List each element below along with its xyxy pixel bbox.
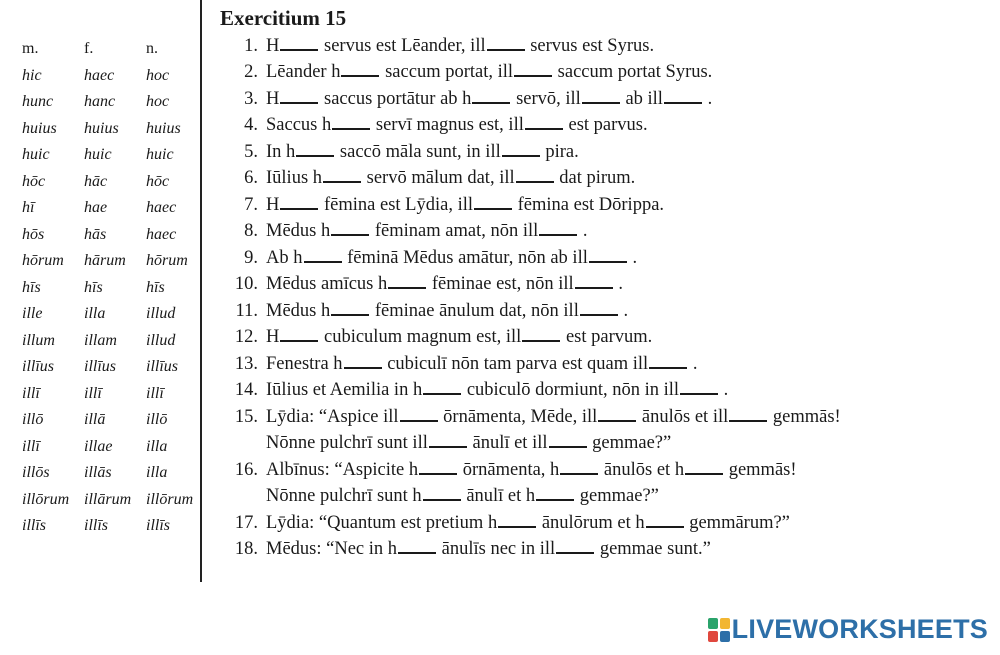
declension-cell: illā — [84, 411, 106, 429]
answer-blank[interactable] — [304, 261, 342, 263]
exercise-number: 1. — [244, 35, 258, 56]
exercise-text — [266, 115, 648, 136]
declension-cell: illum — [22, 331, 55, 349]
answer-blank[interactable] — [323, 181, 361, 183]
exercise-text-segment: ōrnāmenta, Mēde, ill — [438, 406, 598, 427]
answer-blank[interactable] — [516, 181, 554, 183]
exercise-text-segment: Iūlius h — [266, 168, 323, 189]
exercise-line — [220, 404, 990, 431]
exercise-text-segment: fēminam amat, nōn ill — [370, 221, 539, 242]
declension-cell: illī — [22, 384, 40, 402]
exercise-line — [220, 537, 990, 564]
exercise-text-segment: ōrnāmenta, h — [458, 459, 560, 480]
declension-row — [22, 407, 200, 434]
exercise-line — [220, 431, 990, 458]
exercise-text — [266, 142, 579, 163]
declension-cell: illa — [146, 437, 168, 455]
exercise-text-segment: gemmae?” — [587, 433, 672, 454]
exercise-text-segment: saccus portātur ab h — [319, 88, 472, 109]
exercise-line — [220, 33, 990, 60]
answer-blank[interactable] — [419, 473, 457, 475]
exercise-text-segment: Saccus h — [266, 115, 332, 136]
declension-header — [22, 36, 200, 63]
answer-blank[interactable] — [429, 446, 467, 448]
exercise-line — [220, 113, 990, 140]
declension-cell: illīus — [84, 358, 117, 376]
declension-cell: illae — [84, 437, 113, 455]
answer-blank[interactable] — [556, 552, 594, 554]
exercise-text-segment: H — [266, 35, 280, 56]
declension-table — [22, 36, 200, 540]
exercise-number: 5. — [244, 141, 258, 162]
declension-cell: illārum — [84, 490, 132, 508]
exercise-line — [220, 166, 990, 193]
declension-cell: hāc — [84, 172, 108, 190]
exercise-text — [266, 460, 797, 481]
exercise-text-segment: Lȳdia: “Quantum est pretium h — [266, 512, 498, 533]
answer-blank[interactable] — [388, 287, 426, 289]
declension-cell: illīs — [22, 517, 47, 535]
declension-cell: hōrum — [146, 252, 188, 270]
answer-blank[interactable] — [582, 102, 620, 104]
exercise-text-segment: ānulōrum et h — [537, 512, 645, 533]
declension-row — [22, 460, 200, 487]
logo-mark-square — [720, 618, 730, 629]
exercise-number: 2. — [244, 62, 258, 83]
exercise-text — [266, 486, 659, 507]
exercise-text-segment: cubiculum magnum est, ill — [319, 327, 522, 348]
declension-cell: ille — [22, 305, 43, 323]
declension-cell: illās — [84, 464, 112, 482]
exercise-text-segment: Mēdus h — [266, 300, 331, 321]
exercise-line — [220, 139, 990, 166]
answer-blank[interactable] — [549, 446, 587, 448]
exercise-text-segment: servus est Lēander, ill — [319, 35, 486, 56]
exercise-text — [266, 433, 671, 454]
answer-blank[interactable] — [560, 473, 598, 475]
declension-cell: huius — [146, 119, 181, 137]
declension-row — [22, 328, 200, 355]
declension-cell: huic — [22, 146, 50, 164]
declension-cell: illō — [146, 411, 168, 429]
exercise-text-segment: Mēdus amīcus h — [266, 274, 388, 295]
exercise-line — [220, 219, 990, 246]
answer-blank[interactable] — [398, 552, 436, 554]
exercise-number: 11. — [235, 300, 258, 321]
declension-cell: illō — [22, 411, 44, 429]
declension-row — [22, 487, 200, 514]
exercise-text — [266, 36, 654, 57]
exercise-text-segment: Nōnne pulchrī sunt h — [266, 486, 422, 507]
exercise-line — [220, 510, 990, 537]
exercise-text-segment: saccum portat Syrus. — [553, 62, 713, 83]
exercise-text-segment: Mēdus: “Nec in h — [266, 539, 398, 560]
declension-cell: illa — [84, 305, 106, 323]
answer-blank[interactable] — [502, 155, 540, 157]
declension-cell: huius — [84, 119, 119, 137]
declension-cell: hae — [84, 199, 108, 217]
declension-cell: haec — [84, 66, 115, 84]
exercise-text-segment: H — [266, 327, 280, 348]
declension-cell: haec — [146, 225, 177, 243]
declension-cell: hoc — [146, 66, 170, 84]
declension-row — [22, 301, 200, 328]
declension-row — [22, 195, 200, 222]
answer-blank[interactable] — [522, 340, 560, 342]
exercise-text-segment: . — [702, 88, 713, 109]
logo-mark-square — [708, 618, 718, 629]
exercise-text-segment: . — [618, 300, 629, 321]
logo-mark-square — [708, 631, 718, 642]
exercise-text-segment: . — [688, 353, 698, 374]
exercise-text-segment: . — [613, 274, 623, 295]
declension-cell: haec — [146, 199, 177, 217]
exercise-text-segment: . — [719, 380, 729, 401]
exercise-text-segment: ānulōs et h — [599, 459, 685, 480]
exercise-list — [220, 33, 990, 563]
exercise-line — [220, 192, 990, 219]
declension-cell: hīs — [84, 278, 103, 296]
declension-row — [22, 275, 200, 302]
exercise-text-segment: Nōnne pulchrī sunt ill — [266, 433, 428, 454]
exercise-number: 16. — [234, 459, 258, 480]
answer-blank[interactable] — [525, 128, 563, 130]
liveworksheets-logo — [708, 614, 988, 645]
exercise-line — [220, 60, 990, 87]
exercise-text-segment: fēmina est Dōrippa. — [513, 194, 665, 215]
header-neuter: n. — [146, 40, 158, 58]
declension-cell: illīus — [146, 358, 179, 376]
declension-cell: hanc — [84, 93, 116, 111]
exercise-number: 13. — [234, 353, 258, 374]
answer-blank[interactable] — [331, 234, 369, 236]
declension-cell: illīs — [84, 517, 109, 535]
exercise-title: Exercitium 15 — [220, 6, 347, 30]
declension-cell: illī — [22, 437, 40, 455]
answer-blank[interactable] — [646, 526, 684, 528]
answer-blank[interactable] — [649, 367, 687, 369]
answer-blank[interactable] — [423, 499, 461, 501]
answer-blank[interactable] — [680, 393, 718, 395]
declension-cell: hīs — [22, 278, 41, 296]
column-divider — [200, 0, 202, 582]
answer-blank[interactable] — [514, 75, 552, 77]
exercise-text-segment: gemmās! — [768, 406, 841, 427]
answer-blank[interactable] — [685, 473, 723, 475]
exercise-text-segment: servī magnus est, ill — [371, 115, 524, 136]
exercise-text-segment: Lȳdia: “Aspice ill — [266, 406, 399, 427]
exercise-text-segment: fēminae ānulum dat, nōn ill — [370, 300, 579, 321]
exercise-text-segment: pira. — [540, 141, 579, 162]
exercise-text-segment: ānulīs nec in ill — [437, 539, 556, 560]
exercise-text-segment: servō mālum dat, ill — [362, 168, 515, 189]
exercise-text-segment: Lēander h — [266, 62, 341, 83]
logo-mark-icon — [708, 618, 730, 642]
answer-blank[interactable] — [474, 208, 512, 210]
declension-cell: hoc — [146, 93, 170, 111]
exercise-text-segment: gemmārum?” — [684, 512, 790, 533]
declension-cell: huius — [22, 119, 57, 137]
answer-blank[interactable] — [498, 526, 536, 528]
answer-blank[interactable] — [332, 128, 370, 130]
declension-row — [22, 169, 200, 196]
exercise-number: 14. — [234, 380, 258, 401]
exercise-text — [266, 513, 790, 534]
exercise-line — [220, 245, 990, 272]
declension-row — [22, 434, 200, 461]
exercise-number: 4. — [244, 115, 258, 136]
declension-row — [22, 381, 200, 408]
exercise-number: 3. — [244, 88, 258, 109]
exercise-text-segment: dat pirum. — [554, 168, 636, 189]
exercise-text-segment: fēminā Mēdus amātur, nōn ab ill — [342, 247, 588, 268]
exercise-text — [266, 195, 664, 216]
declension-cell: illī — [146, 384, 164, 402]
exercise-text — [266, 89, 712, 110]
declension-row — [22, 89, 200, 116]
exercise-number: 10. — [234, 274, 258, 295]
exercise-text-segment: est parvum. — [561, 327, 653, 348]
exercise-text-segment: ab ill — [620, 88, 663, 109]
exercise-line — [220, 457, 990, 484]
answer-blank[interactable] — [664, 102, 702, 104]
exercise-text-segment: . — [578, 221, 588, 242]
exercise-number: 9. — [244, 247, 258, 268]
answer-blank[interactable] — [589, 261, 627, 263]
exercise-text-segment: cubiculō dormiunt, nōn in ill — [462, 380, 680, 401]
declension-cell: hunc — [22, 93, 54, 111]
declension-cell: illōs — [22, 464, 50, 482]
exercise-number: 15. — [234, 406, 258, 427]
exercise-text — [266, 354, 697, 375]
declension-cell: hārum — [84, 252, 126, 270]
exercise-text-segment: Ab h — [266, 247, 303, 268]
declension-row — [22, 354, 200, 381]
declension-row — [22, 248, 200, 275]
exercise-text — [266, 274, 623, 295]
exercise-text-segment: Fenestra h — [266, 353, 343, 374]
exercise-text-segment: ānulōs et ill — [637, 406, 729, 427]
exercise-text — [266, 221, 588, 242]
answer-blank[interactable] — [539, 234, 577, 236]
exercise-number: 12. — [234, 327, 258, 348]
answer-blank[interactable] — [487, 49, 525, 51]
exercise-line — [220, 378, 990, 405]
exercise-text — [266, 539, 711, 560]
exercise-text — [266, 248, 637, 269]
declension-cell: hōc — [22, 172, 46, 190]
exercise-text-segment: gemmās! — [724, 459, 797, 480]
header-masculine: m. — [22, 40, 39, 58]
answer-blank[interactable] — [580, 314, 618, 316]
exercise-text — [266, 380, 728, 401]
answer-blank[interactable] — [400, 420, 438, 422]
exercise-text-segment: ānulī et h — [461, 486, 536, 507]
declension-cell: hās — [84, 225, 107, 243]
declension-cell: huic — [146, 146, 174, 164]
exercise-text-segment: est parvus. — [563, 115, 648, 136]
exercise-text — [266, 327, 652, 348]
answer-blank[interactable] — [331, 314, 369, 316]
answer-blank[interactable] — [729, 420, 767, 422]
declension-row — [22, 116, 200, 143]
exercise-number: 18. — [234, 539, 258, 560]
declension-cell: hōc — [146, 172, 170, 190]
exercise-text — [266, 62, 712, 83]
exercise-text-segment: fēmina est Lȳdia, ill — [319, 194, 473, 215]
declension-row — [22, 142, 200, 169]
exercise-line — [220, 484, 990, 511]
answer-blank[interactable] — [575, 287, 613, 289]
exercise-text-segment: saccō māla sunt, in ill — [335, 141, 501, 162]
declension-cell: illa — [146, 464, 168, 482]
declension-cell: huic — [84, 146, 112, 164]
declension-cell: illam — [84, 331, 117, 349]
declension-cell: hic — [22, 66, 42, 84]
declension-cell: hīs — [146, 278, 165, 296]
answer-blank[interactable] — [280, 49, 318, 51]
declension-cell: illīus — [22, 358, 55, 376]
declension-cell: illud — [146, 331, 176, 349]
exercise-line — [220, 325, 990, 352]
logo-mark-square — [720, 631, 730, 642]
answer-blank[interactable] — [296, 155, 334, 157]
exercise-text-segment: gemmae sunt.” — [595, 539, 711, 560]
exercise-text-segment: . — [627, 247, 638, 268]
exercise-text-segment: H — [266, 194, 280, 215]
exercise-text-segment: Iūlius et Aemilia in h — [266, 380, 423, 401]
exercise-line — [220, 86, 990, 113]
exercise-text-segment: servō, ill — [511, 88, 581, 109]
exercise-text-segment: cubiculī nōn tam parva est quam ill — [382, 353, 649, 374]
answer-blank[interactable] — [423, 393, 461, 395]
header-feminine: f. — [84, 40, 94, 58]
declension-cell: illīs — [146, 517, 171, 535]
answer-blank[interactable] — [344, 367, 382, 369]
exercise-text-segment: ānulī et ill — [467, 433, 548, 454]
answer-blank[interactable] — [280, 102, 318, 104]
exercise-text — [266, 407, 841, 428]
exercise-text — [266, 301, 628, 322]
logo-text: LIVEWORKSHEETS — [731, 614, 988, 644]
exercise-line — [220, 272, 990, 299]
exercise-text-segment: fēminae est, nōn ill — [427, 274, 574, 295]
declension-row — [22, 513, 200, 540]
exercise-number: 7. — [244, 194, 258, 215]
declension-cell: illī — [84, 384, 102, 402]
exercise-text — [266, 168, 635, 189]
exercise-line — [220, 351, 990, 378]
exercise-text-segment: gemmae?” — [575, 486, 659, 507]
declension-cell: hōrum — [22, 252, 64, 270]
answer-blank[interactable] — [598, 420, 636, 422]
exercise-text-segment: servus est Syrus. — [525, 35, 655, 56]
answer-blank[interactable] — [536, 499, 574, 501]
declension-cell: hī — [22, 199, 35, 217]
declension-cell: illōrum — [22, 490, 70, 508]
answer-blank[interactable] — [472, 102, 510, 104]
declension-cell: hōs — [22, 225, 45, 243]
declension-cell: illud — [146, 305, 176, 323]
exercise-line — [220, 298, 990, 325]
exercise-text-segment: saccum portat, ill — [380, 62, 514, 83]
exercise-number: 8. — [244, 221, 258, 242]
exercise-number: 17. — [234, 512, 258, 533]
exercise-number: 6. — [244, 168, 258, 189]
declension-cell: illōrum — [146, 490, 194, 508]
exercise-text-segment: Albīnus: “Aspicite h — [266, 459, 419, 480]
answer-blank[interactable] — [280, 340, 318, 342]
exercise-text-segment: Mēdus h — [266, 221, 331, 242]
answer-blank[interactable] — [280, 208, 318, 210]
answer-blank[interactable] — [341, 75, 379, 77]
exercise-text-segment: H — [266, 88, 280, 109]
exercise-text-segment: In h — [266, 141, 296, 162]
declension-row — [22, 63, 200, 90]
declension-row — [22, 222, 200, 249]
